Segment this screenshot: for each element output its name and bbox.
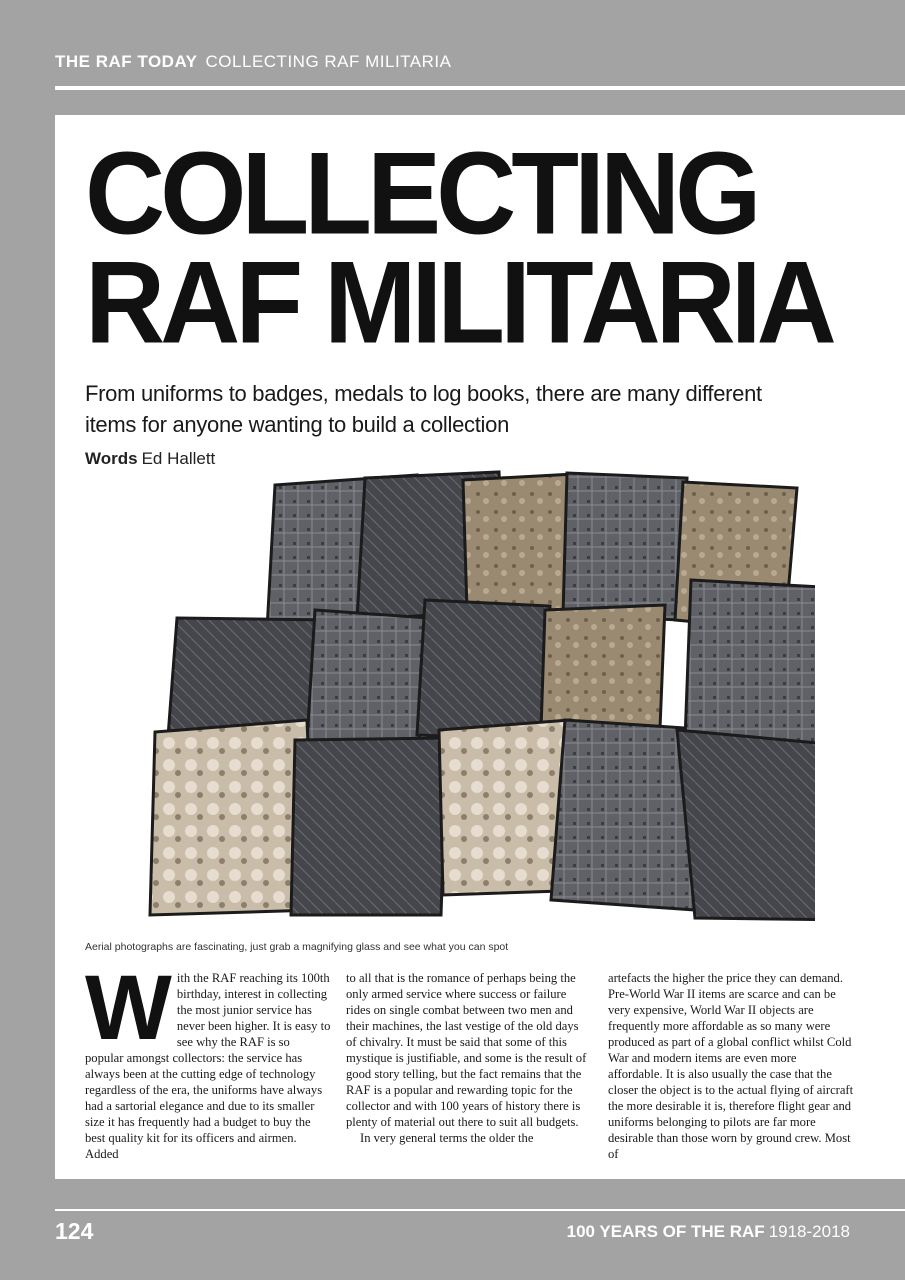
article-panel — [55, 115, 905, 1179]
article-title — [85, 128, 832, 368]
running-header — [0, 0, 905, 88]
byline-label: Words — [85, 449, 138, 468]
body-column-1 — [85, 957, 331, 1162]
header-rule — [55, 86, 905, 90]
byline — [85, 449, 215, 469]
page-number: 124 — [55, 1218, 94, 1244]
title-line-2: RAF MILITARIA — [85, 237, 832, 368]
standfirst: From uniforms to badges, medals to log books, there are many different items for anyone wanting to build a collection — [85, 381, 762, 437]
drop-cap: W — [85, 957, 169, 1059]
footer-rule — [55, 1209, 905, 1211]
body-paragraph: to all that is the romance of perhaps being the only armed service where success or failure rides on single combat between two men and their machines, the last vestige of the old days of chivalry. It must be said that some of this mystique is justifiable, and some is the result of good story telling, but the fact remains that the RAF is a popular and rewarding topic for the collector and with 100 years of history there is plenty of material out there to suit all budgets. — [346, 971, 587, 1129]
header-section: THE RAF TODAY — [55, 52, 198, 71]
body-paragraph: artefacts the higher the price they can demand. Pre-World War II items are scarce and can be very expensive, World War II objects are frequently more affordable as so many were produced as part of a global conflict whilst Cold War and modern items are even more affordable. It is also usually the case that the closer the object is to the actual flying of aircraft the more desirable it is, therefore flight gear and uniforms belonging to pilots are far more desirable than those worn by ground crew. Most of — [608, 971, 854, 1161]
photo-stack — [150, 472, 815, 920]
aerial-photographs-image — [95, 470, 815, 925]
byline-author: Ed Hallett — [141, 449, 216, 468]
body-column-2 — [346, 970, 592, 1146]
body-paragraph: In very general terms the older the — [360, 1131, 534, 1145]
photo-caption: Aerial photographs are fascinating, just grab a magnifying glass and see what you can spot — [85, 941, 509, 953]
header-text — [55, 52, 451, 72]
footer-publication: 100 YEARS OF THE RAF — [566, 1222, 765, 1241]
title-line-1: COLLECTING — [85, 128, 757, 259]
body-paragraph: ith the RAF reaching its 100th birthday, interest in collecting the most junior service has never been higher. It is easy to see why the RAF is so popular amongst collectors: the service has always been at the cutting edge of technology regardless of the era, the uniforms have always had a sartorial elegance and due to its smaller size it has frequently had a budget to buy the best quality kit for its officers and airmen. Added — [85, 971, 331, 1161]
footer-title — [567, 1222, 850, 1242]
footer-years: 1918-2018 — [768, 1222, 850, 1241]
body-column-3 — [608, 970, 854, 1162]
header-topic: COLLECTING RAF MILITARIA — [205, 52, 452, 71]
